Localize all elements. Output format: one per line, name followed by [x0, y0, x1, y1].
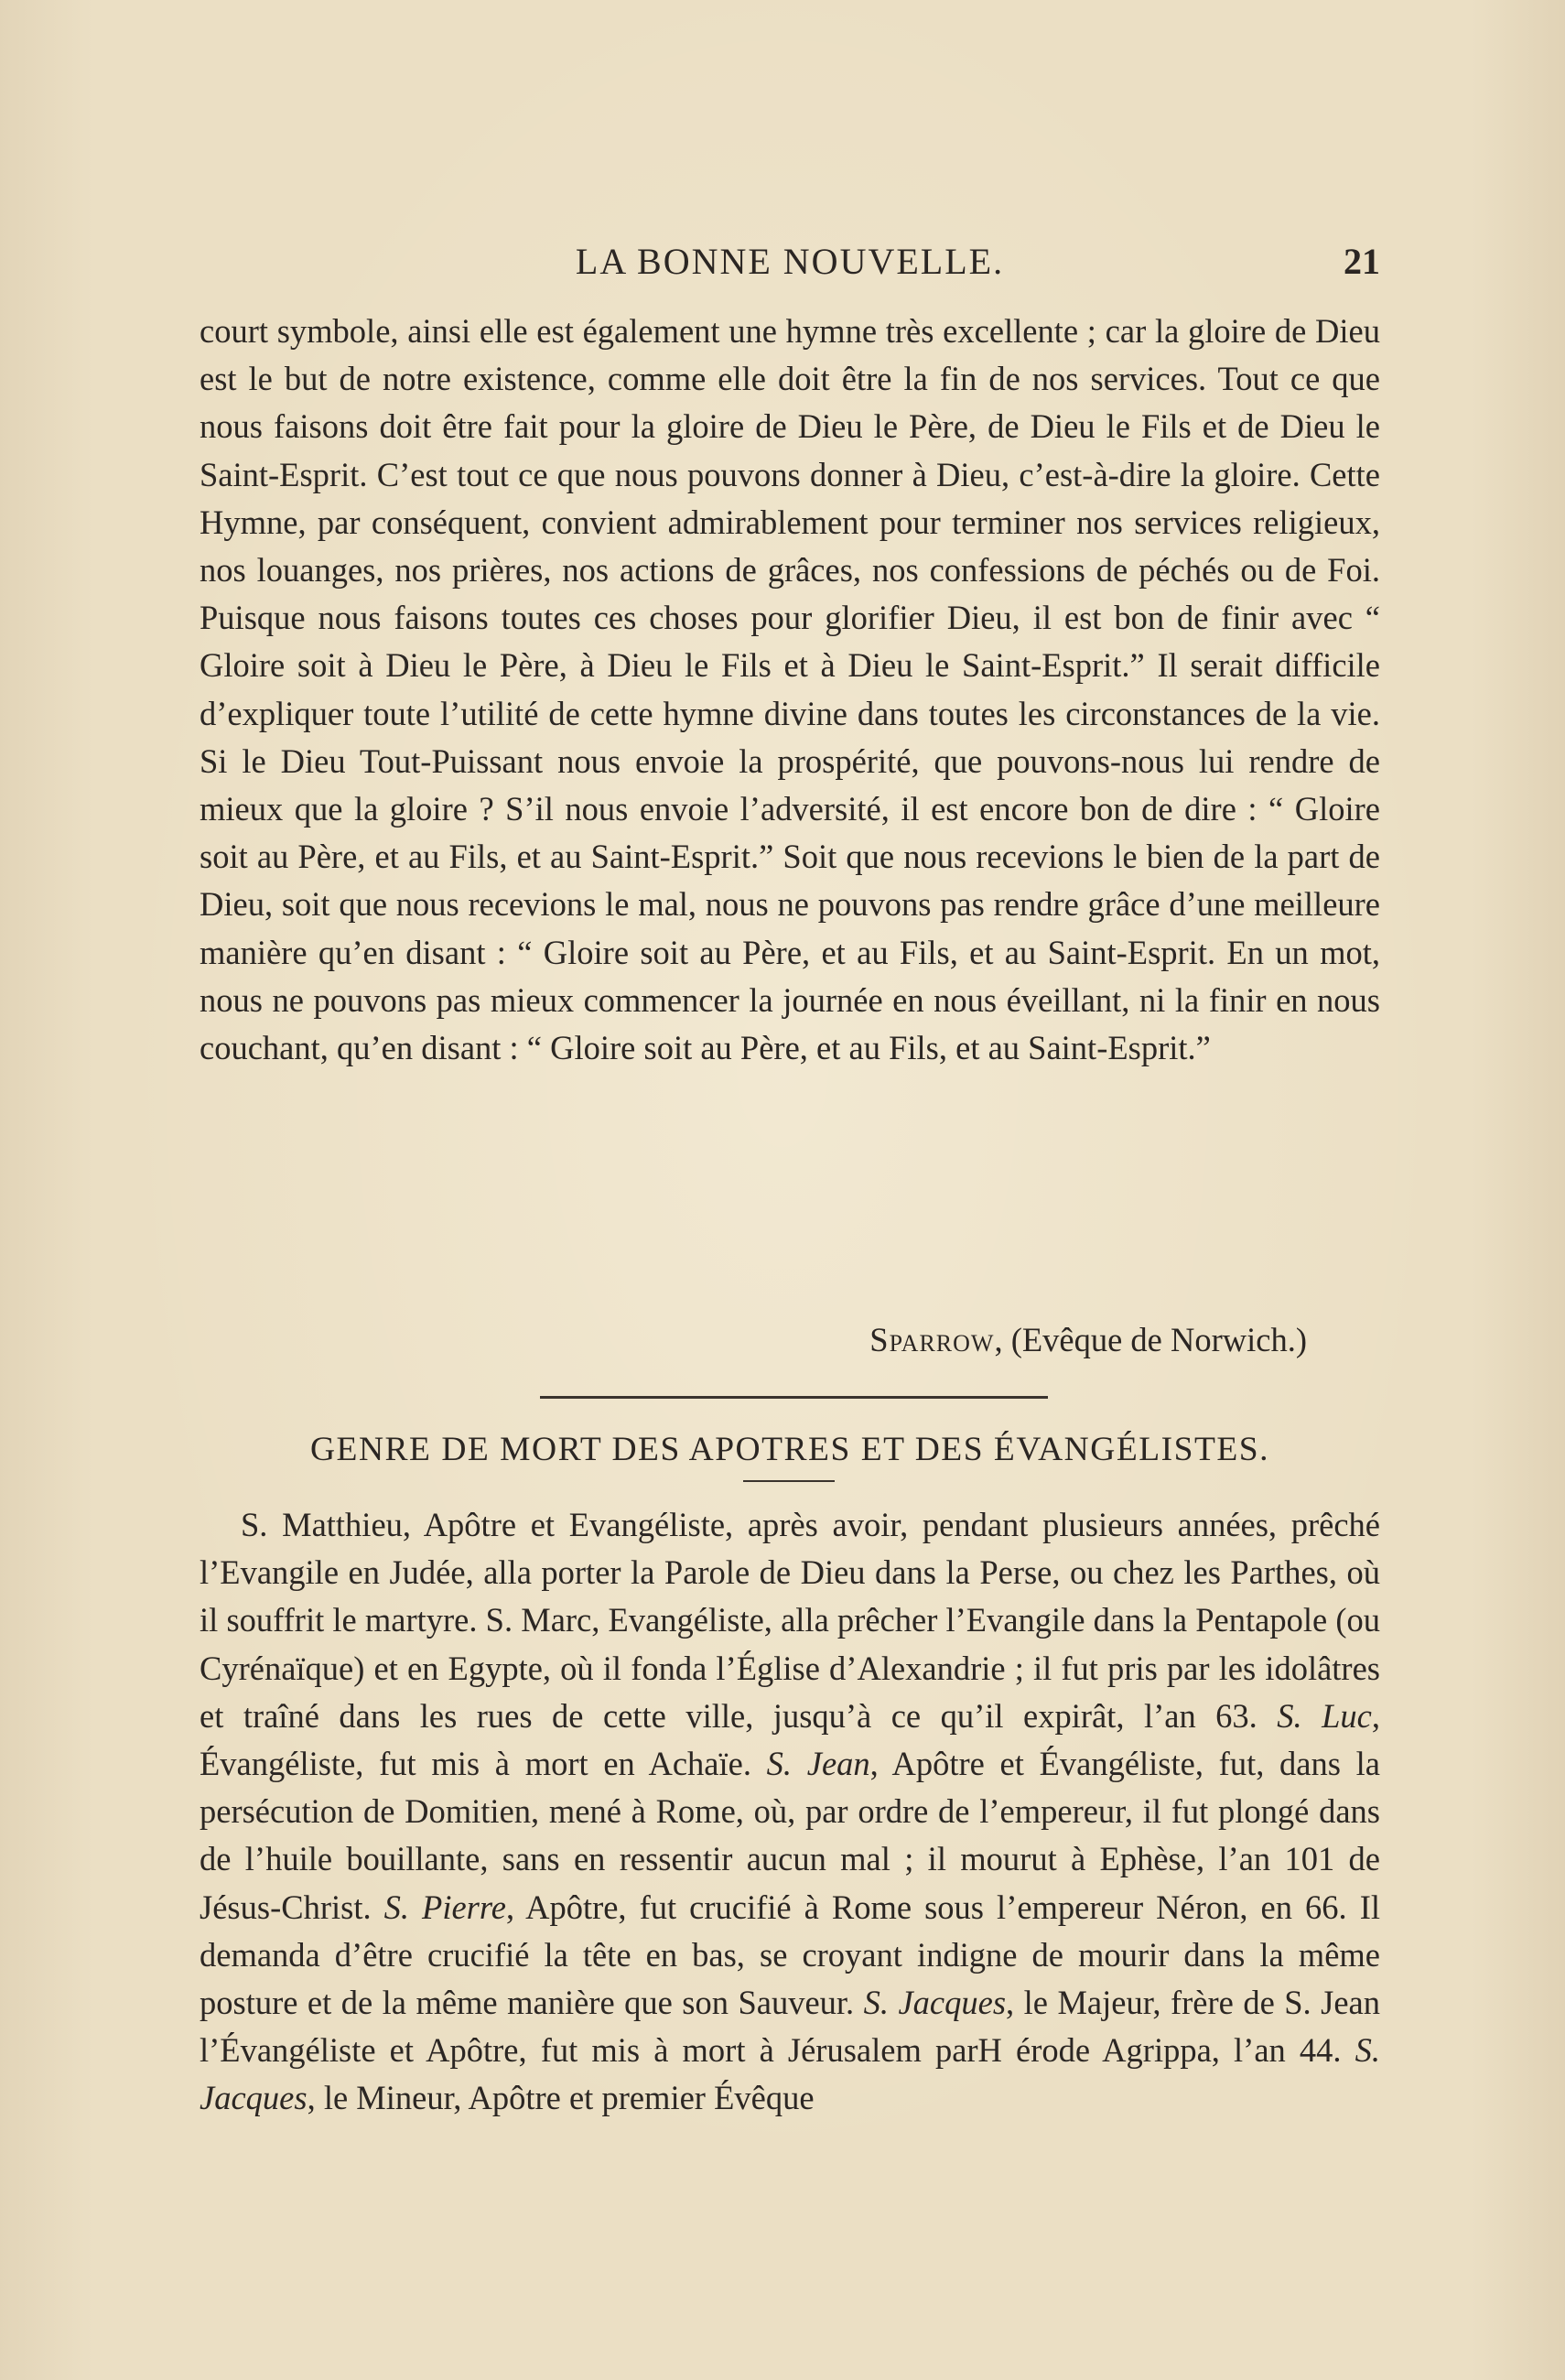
saint-name-jacques-majeur: S. Jacques: [863, 1984, 1007, 2022]
running-head: [200, 240, 1380, 286]
signature-name: Sparrow: [869, 1321, 995, 1358]
saint-name-luc: S. Luc: [1277, 1696, 1372, 1735]
text-segment: , Apôtre, fut crucifié à Rome sous l’empereur Néron, en 66. Il demanda d’être crucifié la tête en bas, se croyant indigne de mourir dans la même posture et de la même manière que son Sauveur.: [200, 1888, 1380, 2022]
section-divider: [540, 1396, 1048, 1399]
running-title: LA BONNE NOUVELLE.: [575, 241, 1005, 282]
section-heading: GENRE DE MORT DES APOTRES ET DES ÉVANGÉLISTES.: [309, 1431, 1270, 1468]
paragraph-text: [200, 1501, 1380, 2123]
text-segment: , Apôtre et Évangéliste, fut, dans la persécution de Domitien, mené à Rome, où, par ordre de l’empereur, il fut plongé dans de l’huile bouillante, sans en ressentir aucun mal ; il mourut à Ephèse, l’an 101 de Jésus-Christ.: [200, 1745, 1381, 1926]
text-segment: S. Matthieu, Apôtre et Evangéliste, après avoir, pendant plusieurs années, prêché l’Evangile en Judée, alla porter la Parole de Dieu dans la Perse, ou chez les Parthes, où il souffrit le martyre. S. Marc, Evangéliste, alla prêcher l’Evangile dans la Pentapole (ou Cyrénaïque) et en Egypte, où il fonda l’Église d’Alexandrie ; il fut pris par les idolâtres et traîné dans les rues de cette ville, jusqu’à ce qu’il expirât, l’an 63.: [200, 1506, 1380, 1735]
saint-name-jacques-mineur: S. Jacques: [200, 2031, 1380, 2117]
saint-name-pierre: S. Pierre: [383, 1888, 506, 1926]
signature: [200, 1320, 1307, 1359]
heading-underline: [743, 1480, 835, 1482]
text-segment: , le Mineur, Apôtre et premier Évêque: [307, 2079, 815, 2117]
text-segment: , le Majeur, frère de S. Jean l’Évangéliste et Apôtre, fut mis à mort à Jérusalem parH érode Agrippa, l’an 44.: [200, 1984, 1380, 2070]
paragraph-hymne: [200, 308, 1380, 1072]
signature-title: , (Evêque de Norwich.): [994, 1321, 1307, 1358]
text-segment: , Évangéliste, fut mis à mort en Achaïe.: [200, 1696, 1380, 1783]
page-number: 21: [1344, 241, 1380, 282]
paragraph-text: court symbole, ainsi elle est également une hymne très excellente ; car la gloire de Dieu est le but de notre existence, comme elle doit être la fin de nos services. Tout ce que nous faisons doit être fait pour la gloire de Dieu le Père, de Dieu le Fils et de Dieu le Saint-Esprit. C’est tout ce que nous pouvons donner à Dieu, c’est-à-dire la gloire. Cette Hymne, par conséquent, convient admirablement pour terminer nos services religieux, nos louanges, nos prières, nos actions de grâces, nos confessions de péchés ou de Foi. Puisque nous faisons toutes ces choses pour glorifier Dieu, il est bon de finir avec “ Gloire soit à Dieu le Père, à Dieu le Fils et à Dieu le Saint-Esprit.” Il serait difficile d’expliquer toute l’utilité de cette hymne divine dans toutes les circonstances de la vie. Si le Dieu Tout-Puissant nous envoie la prospérité, que pouvons-nous lui rendre de mieux que la gloire ? S’il nous envoie l’adversité, il est encore bon de dire : “ Gloire soit au Père, et au Fils, et au Saint-Esprit.” Soit que nous recevions le bien de la part de Dieu, soit que nous recevions le mal, nous ne pouvons pas rendre grâce d’une meilleure manière qu’en disant : “ Gloire soit au Père, et au Fils, et au Saint-Esprit. En un mot, nous ne pouvons pas mieux commencer la journée en nous éveillant, ni la finir en nous couchant, qu’en disant : “ Gloire soit au Père, et au Fils, et au Saint-Esprit.”: [200, 312, 1380, 1067]
paragraph-apotres: [200, 1501, 1380, 2123]
saint-name-jean: S. Jean: [766, 1745, 870, 1783]
